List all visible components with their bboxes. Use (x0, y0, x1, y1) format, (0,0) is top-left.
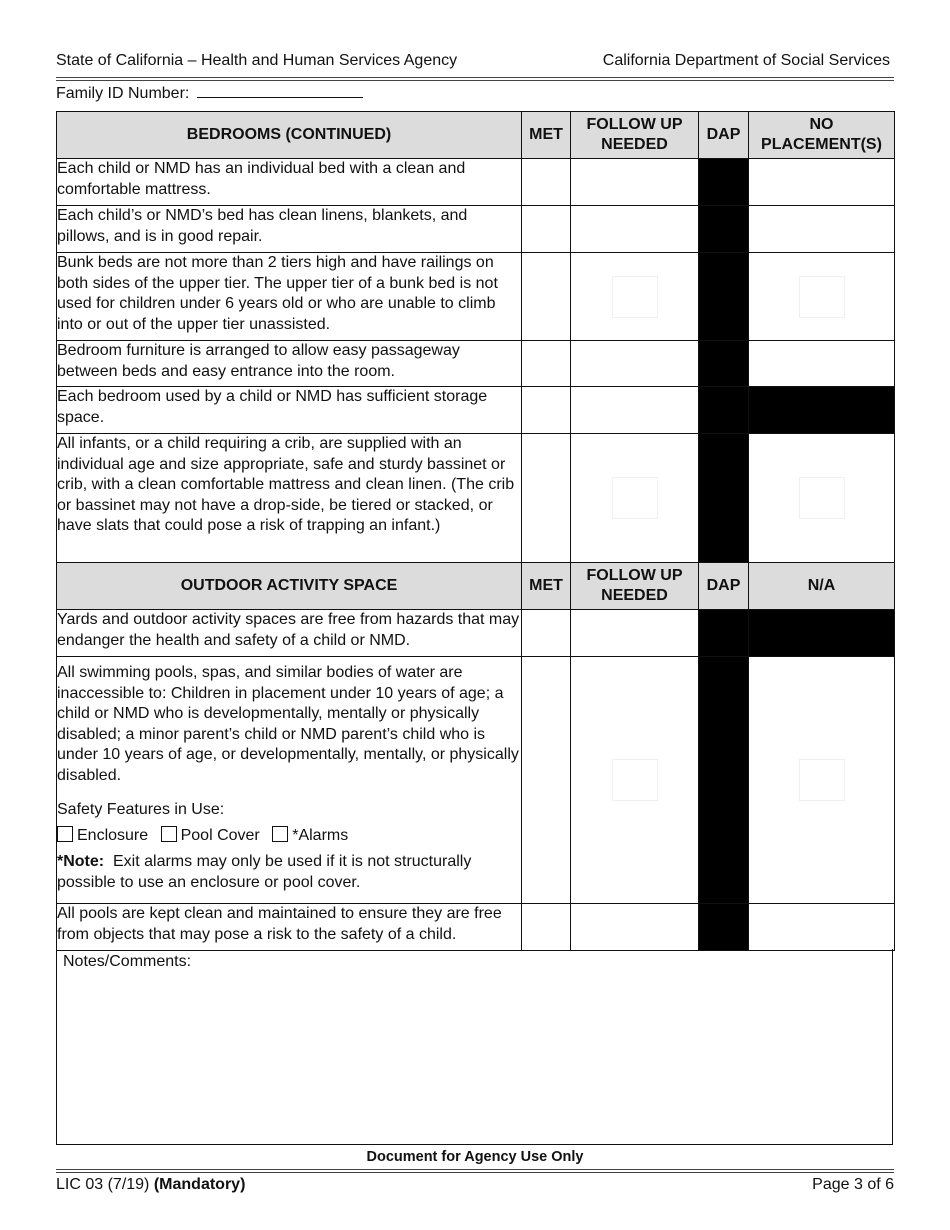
dap-cell-shaded (699, 434, 749, 563)
option-pool-cover[interactable]: Pool Cover (161, 827, 260, 844)
met-cell[interactable] (522, 341, 571, 387)
safety-features-options (57, 826, 521, 847)
follow-up-cell[interactable] (571, 610, 699, 657)
met-cell[interactable] (522, 434, 571, 563)
met-cell[interactable] (522, 206, 571, 253)
met-cell[interactable] (522, 904, 571, 951)
inspection-checklist (56, 111, 895, 951)
na-cell[interactable] (749, 657, 895, 904)
no-placement-cell[interactable] (749, 159, 895, 206)
checklist-row (57, 610, 895, 657)
notes-comments-box[interactable] (56, 949, 893, 1145)
mandatory-label: (Mandatory) (153, 1176, 246, 1193)
dap-cell-shaded (699, 253, 749, 341)
checklist-row (57, 206, 895, 253)
pool-item (57, 657, 522, 904)
dap-cell-shaded (699, 341, 749, 387)
no-placement-cell[interactable] (749, 434, 895, 563)
item-text: Yards and outdoor activity spaces are free from hazards that may endanger the health and safety of a child or NMD. (57, 610, 522, 657)
item-text: Each bedroom used by a child or NMD has sufficient storage space. (57, 387, 522, 434)
dap-cell-shaded (699, 610, 749, 657)
outdoor-header-row (57, 563, 895, 610)
family-id-field[interactable] (197, 83, 363, 98)
item-text: All pools are kept clean and maintained to ensure they are free from objects that may pose a risk to the safety of a child. (57, 904, 522, 951)
no-placement-cell[interactable] (749, 253, 895, 341)
met-cell[interactable] (522, 387, 571, 434)
item-text: Each child or NMD has an individual bed with a clean and comfortable mattress. (57, 159, 522, 206)
outdoor-title: OUTDOOR ACTIVITY SPACE (57, 563, 522, 610)
header-rule (56, 77, 894, 78)
col-met: MET (522, 563, 571, 610)
follow-up-cell[interactable] (571, 434, 699, 563)
dap-cell-shaded (699, 657, 749, 904)
no-placement-cell[interactable] (749, 206, 895, 253)
dap-cell-shaded (699, 387, 749, 434)
na-cell[interactable] (749, 904, 895, 951)
follow-up-cell[interactable] (571, 904, 699, 951)
dap-cell-shaded (699, 159, 749, 206)
item-text: Bunk beds are not more than 2 tiers high and have railings on both sides of the upper tier. The upper tier of a bunk bed is not used for children under 6 years old or who are unable to climb into or out of the upper tier unassisted. (57, 253, 522, 341)
checklist-row (57, 253, 895, 341)
col-met: MET (522, 112, 571, 159)
checklist-row (57, 341, 895, 387)
follow-up-cell[interactable] (571, 341, 699, 387)
header-rule-2 (56, 80, 894, 81)
page-number: Page 3 of 6 (812, 1176, 894, 1193)
follow-up-cell[interactable] (571, 159, 699, 206)
col-dap: DAP (699, 112, 749, 159)
family-id-label: Family ID Number: (56, 85, 190, 102)
checklist-row (57, 159, 895, 206)
checkbox-icon[interactable] (161, 826, 177, 842)
checkbox-icon[interactable] (272, 826, 288, 842)
dap-cell-shaded (699, 904, 749, 951)
family-id (56, 83, 363, 103)
bedrooms-header-row (57, 112, 895, 159)
dap-cell-shaded (699, 206, 749, 253)
safety-features-label: Safety Features in Use: (57, 801, 225, 818)
col-follow-up: FOLLOW UP NEEDED (571, 563, 699, 610)
col-follow-up: FOLLOW UP NEEDED (571, 112, 699, 159)
no-placement-cell-shaded (749, 387, 895, 434)
option-alarms[interactable]: *Alarms (272, 827, 348, 844)
agency-use-label: Document for Agency Use Only (366, 1149, 584, 1165)
met-cell[interactable] (522, 657, 571, 904)
department-header: California Department of Social Services (602, 52, 890, 69)
checklist-row (57, 904, 895, 951)
footer-rule-2 (56, 1172, 894, 1173)
bedrooms-title: BEDROOMS (CONTINUED) (57, 112, 522, 159)
col-no-placement: NO PLACEMENT(S) (749, 112, 895, 159)
item-text: Bedroom furniture is arranged to allow easy passageway between beds and easy entrance into the room. (57, 341, 522, 387)
item-text: Each child’s or NMD’s bed has clean linens, blankets, and pillows, and is in good repair. (57, 206, 522, 253)
notes-comments-label: Notes/Comments: (63, 953, 192, 970)
follow-up-cell[interactable] (571, 657, 699, 904)
no-placement-cell[interactable] (749, 341, 895, 387)
follow-up-cell[interactable] (571, 253, 699, 341)
follow-up-cell[interactable] (571, 387, 699, 434)
item-text: All infants, or a child requiring a crib, are supplied with an individual age and size appropriate, safe and sturdy bassinet or crib, with a clean comfortable mattress and clean linen. (The crib or bassinet may not have a drop-side, be tiered or stacked, or have slats that could pose a risk of trapping an infant.) (57, 434, 522, 563)
checklist-row (57, 387, 895, 434)
checkbox-icon[interactable] (57, 826, 73, 842)
na-cell-shaded (749, 610, 895, 657)
item-text: All swimming pools, spas, and similar bodies of water are inaccessible to: Children in placement under 10 years of age; a child or NMD who is developmentally, mentally or physically disabled; a minor parent’s child or NMD parent’s child who is under 10 years of age, or developmentally, mentally, or physically disabled. (57, 664, 519, 784)
option-enclosure[interactable]: Enclosure (57, 827, 148, 844)
follow-up-cell[interactable] (571, 206, 699, 253)
checklist-row (57, 434, 895, 563)
met-cell[interactable] (522, 159, 571, 206)
col-na: N/A (749, 563, 895, 610)
col-dap: DAP (699, 563, 749, 610)
alarm-note: *Note: Exit alarms may only be used if it is not structurally possible to use an enclosure or pool cover. (57, 853, 472, 891)
met-cell[interactable] (522, 253, 571, 341)
footer-rule (56, 1169, 894, 1170)
met-cell[interactable] (522, 610, 571, 657)
checklist-row (57, 657, 895, 904)
form-id: LIC 03 (7/19) (Mandatory) (56, 1176, 246, 1193)
agency-header: State of California – Health and Human Services Agency (56, 52, 458, 69)
